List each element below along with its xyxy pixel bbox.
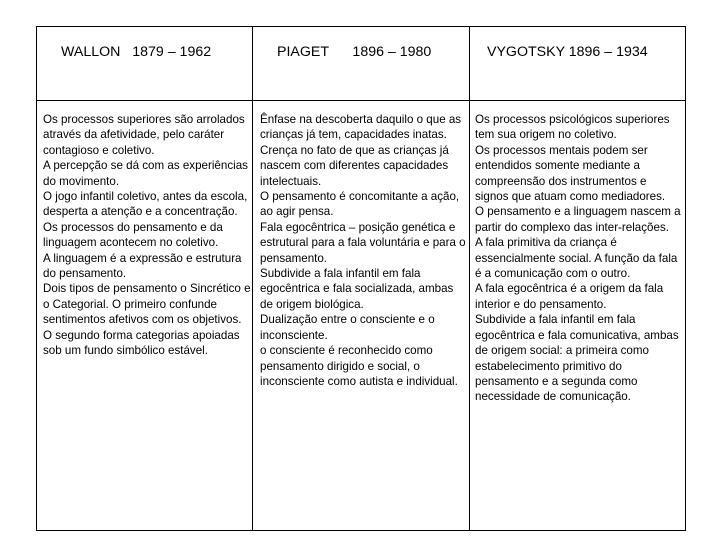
piaget-column — [260, 112, 466, 389]
comparison-table — [36, 26, 686, 531]
vygotsky-paragraph: Os processos psicológicos superiores tem sua origem no coletivo. — [475, 113, 670, 142]
wallon-paragraph: O jogo infantil coletivo, antes da escola, desperta a atenção e a concentração. — [43, 190, 248, 219]
column-divider-2 — [469, 27, 470, 530]
vygotsky-paragraph: Os processos mentais podem ser entendidos somente mediante a compreensão dos instrumentos e signos que atuam como mediadores. — [475, 143, 666, 204]
piaget-paragraph: Ênfase na descoberta daquilo o que as crianças já tem, capacidades inatas. — [260, 113, 462, 142]
piaget-paragraph: Fala egocêntrica – posição genética e estrutural para a fala voluntária e para o pensamento. — [260, 220, 466, 265]
wallon-paragraph: Dois tipos de pensamento o Sincrético e o Categorial. O primeiro confunde sentimentos afetivos com os objetivos. O segundo forma categorias apoiadas sob um fundo simbólico estável. — [43, 282, 251, 358]
piaget-paragraph: O pensamento é concomitante a ação, ao agir pensa. — [260, 190, 460, 219]
header-divider — [37, 100, 685, 101]
vygotsky-paragraph: O pensamento e a linguagem nascem a partir do complexo das inter-relações. — [475, 205, 681, 234]
header-wallon: WALLON 1879 – 1962 — [61, 44, 212, 60]
vygotsky-paragraph: A fala egocêntrica é a origem da fala interior e do pensamento. — [475, 282, 664, 311]
piaget-paragraph: Crença no fato de que as crianças já nascem com diferentes capacidades intelectuais. — [260, 143, 449, 188]
wallon-paragraph: A linguagem é a expressão e estrutura do pensamento. — [43, 251, 242, 281]
wallon-column — [43, 112, 251, 359]
column-divider-1 — [252, 27, 253, 530]
wallon-paragraph: Os processos superiores são arrolados através da afetividade, pelo caráter contagioso e coletivo. — [43, 113, 245, 157]
header-vygotsky: VYGOTSKY 1896 – 1934 — [487, 44, 648, 60]
wallon-paragraph: A percepção se dá com as experiências do movimento. — [43, 159, 248, 188]
vygotsky-column — [475, 112, 683, 405]
vygotsky-paragraph: A fala primitiva da criança é essencialmente social. A função da fala é a comunicação com o outro. — [475, 236, 678, 281]
wallon-paragraph: Os processos do pensamento e da linguagem acontecem no coletivo. — [43, 220, 223, 250]
vygotsky-paragraph: Subdivide a fala infantil em fala egocêntrica e fala comunicativa, ambas de origem social: a primeira como estabelecimento primitivo do pensamento e a segunda como necessidade de comunicação. — [475, 313, 679, 404]
piaget-paragraph: Dualização entre o consciente e o inconsciente. — [260, 313, 435, 342]
piaget-paragraph: Subdivide a fala infantil em fala egocêntrica e fala socializada, ambas de origem biológica. — [260, 267, 454, 311]
piaget-paragraph: o consciente é reconhecido como pensamento dirigido e social, o inconsciente como autista e individual. — [260, 344, 458, 388]
header-piaget: PIAGET 1896 – 1980 — [277, 44, 432, 60]
